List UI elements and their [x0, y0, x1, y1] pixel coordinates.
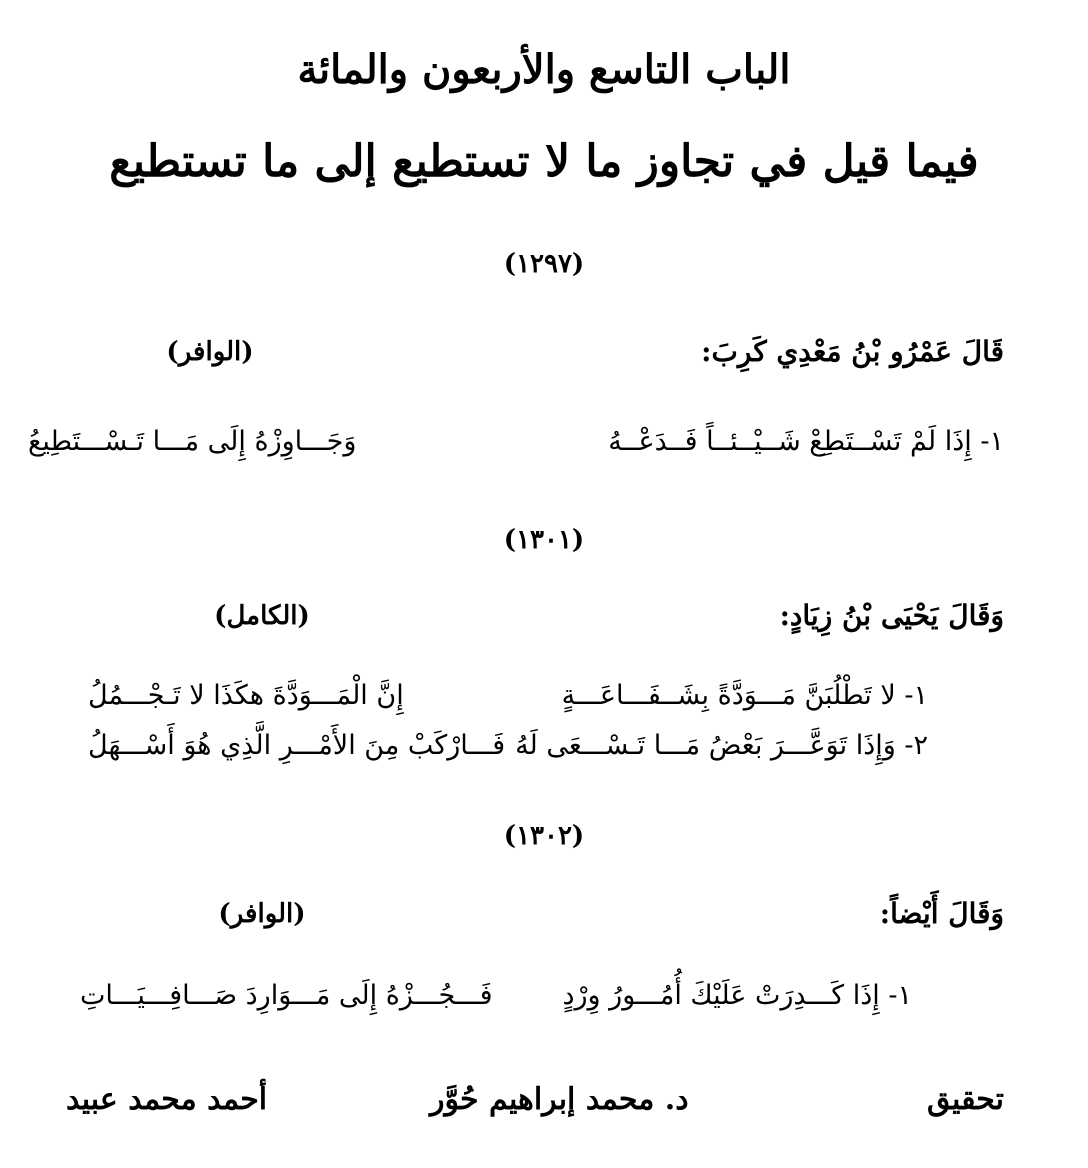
poem-number: (١٣٠٢)	[503, 821, 585, 851]
credit-editor-2: أحمد محمد عبيد	[66, 1082, 268, 1117]
verse-second-hemistich: فَـــجُـــزْهُ إِلَى مَـــوَارِدَ صَـــافِـــيَـــاتِ	[80, 980, 493, 1011]
credit-editor-1: د. محمد إبراهيم حُوَّر	[430, 1082, 689, 1117]
poet-line: وَقَالَ أَيْضاً:	[879, 897, 1004, 930]
meter-label: (الوافر)	[218, 899, 306, 929]
verse-second-hemistich: وَجَـــاوِزْهُ إِلَى مَـــا تَـسْـــتَطِيعُ	[28, 426, 357, 457]
poet-line: قَالَ عَمْرُو بْنُ مَعْدِي كَرِبَ:	[701, 335, 1004, 368]
credit-label: تحقيق	[927, 1082, 1004, 1117]
verse-first-hemistich: ١- إِذَا لَمْ تَسْــتَطِعْ شَــيْــئــاً فَــدَعْــهُ	[608, 426, 1004, 457]
meter-label: (الوافر)	[166, 337, 254, 367]
poem-number: (١٣٠١)	[503, 525, 585, 555]
chapter-heading: الباب التاسع والأربعون والمائة	[297, 46, 791, 93]
verse-first-hemistich: ٢- وَإِذَا تَوَعَّـــرَ بَعْضُ مَـــا تَـسْـــعَى لَهُ	[515, 730, 928, 761]
verse-second-hemistich: فَـــارْكَبْ مِنَ الأَمْـــرِ الَّذِي هُوَ أَسْـــهَلُ	[88, 730, 506, 761]
poem-number: (١٢٩٧)	[503, 249, 585, 279]
verse-first-hemistich: ١- لا تَطْلُبَنَّ مَـــوَدَّةً بِشَــفَـــاعَـــةٍ	[561, 680, 928, 711]
poet-line: وَقَالَ يَحْيَى بْنُ زِيَادٍ:	[779, 599, 1004, 632]
verse-second-hemistich: إِنَّ الْمَـــوَدَّةَ هكَذَا لا تَـجْـــمُلُ	[88, 680, 404, 711]
chapter-title: فيما قيل في تجاوز ما لا تستطيع إلى ما تستطيع	[109, 136, 979, 187]
verse-first-hemistich: ١- إِذَا كَـــدِرَتْ عَلَيْكَ أُمُـــورُ وِرْدٍ	[562, 980, 912, 1011]
meter-label: (الكامل)	[214, 601, 310, 631]
